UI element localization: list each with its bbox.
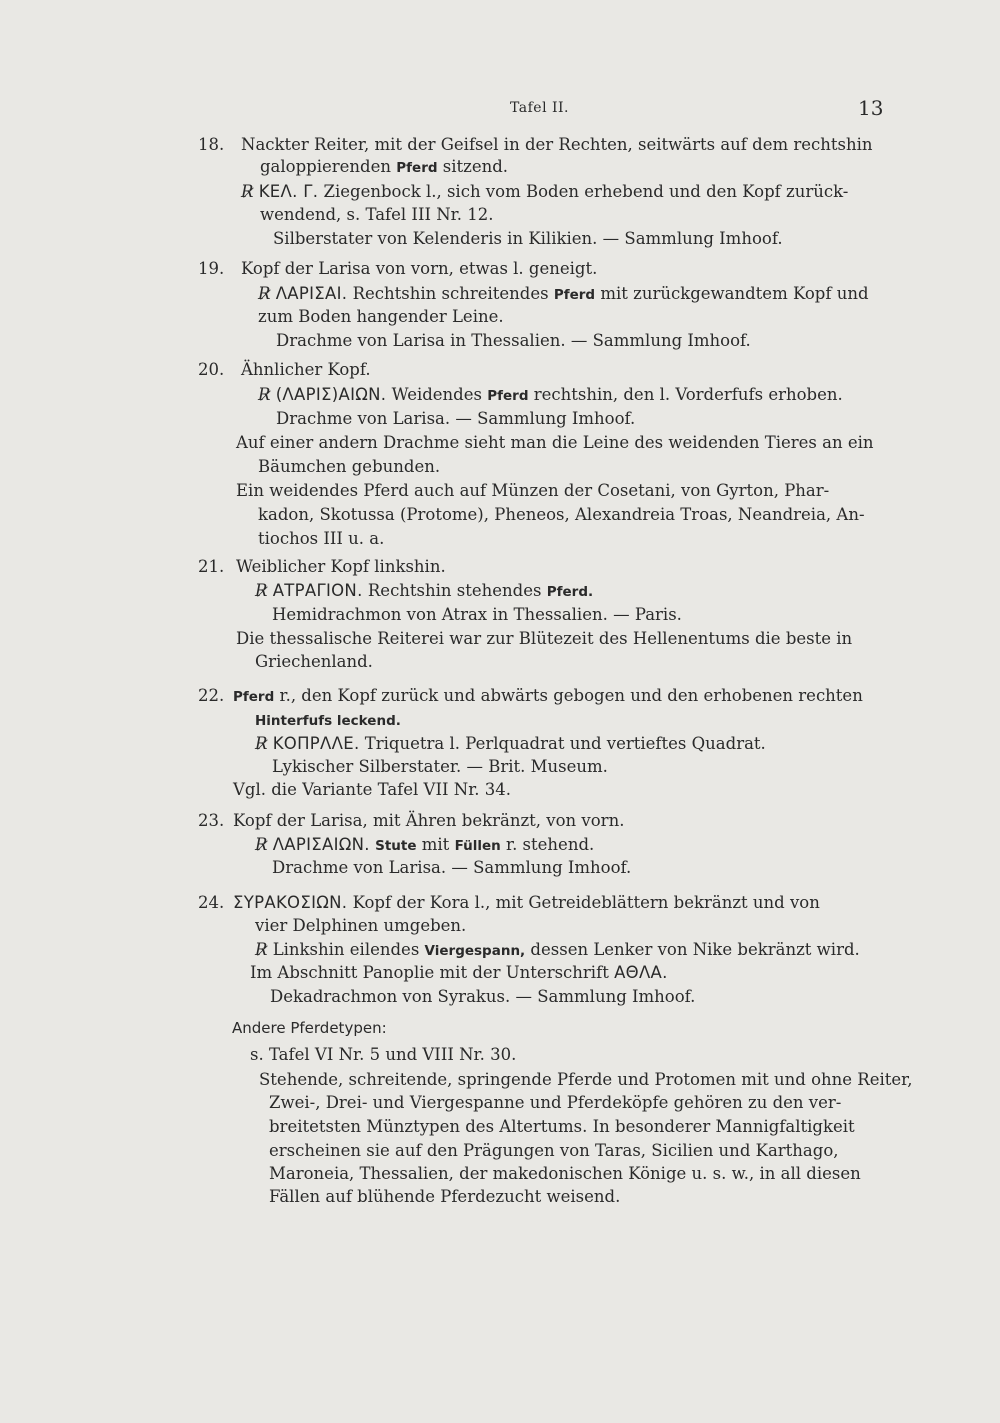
reverse-symbol: R̷ — [255, 940, 268, 959]
entry-line: kadon, Skotussa (Protome), Pheneos, Alexandreia Troas, Neandreia, An- — [258, 505, 865, 524]
entry-line: Silberstater von Kelenderis in Kilikien. — Sammlung Imhoof. — [273, 229, 783, 248]
entry-line: zum Boden hangender Leine. — [258, 307, 504, 326]
keyword: Pferd. — [546, 584, 594, 600]
entry-line: tiochos III u. a. — [258, 529, 385, 548]
entry-line: vier Delphinen umgeben. — [255, 916, 467, 935]
reverse-symbol: R̷ — [258, 385, 271, 404]
entry-line: Die thessalische Reiterei war zur Blütezeit des Hellenentums die beste in — [236, 629, 853, 648]
section-heading: Andere Pferdetypen: — [232, 1019, 387, 1037]
keyword: Stute — [375, 838, 417, 854]
entry-line: R̷ ΛΑΡΙΣΑΙ. Rechtshin schreitendes Pferd mit zurückgewandtem Kopf und — [258, 284, 869, 303]
entry-line: Dekadrachmon von Syrakus. — Sammlung Imhoof. — [270, 987, 696, 1006]
entry-line: Pferd r., den Kopf zurück und abwärts gebogen und den erhobenen rechten — [233, 686, 863, 705]
section-line: erscheinen sie auf den Prägungen von Taras, Sicilien und Karthago, — [269, 1141, 839, 1160]
entry-line: galoppierenden Pferd sitzend. — [260, 157, 509, 176]
entry-line: R̷ ΚΕΛ. Γ. Ziegenbock l., sich vom Boden erhebend und den Kopf zurück- — [241, 182, 849, 201]
entry-line: wendend, s. Tafel III Nr. 12. — [260, 205, 494, 224]
entry-line: Drachme von Larisa. — Sammlung Imhoof. — [276, 409, 636, 428]
entry-number: 21. — [198, 557, 225, 576]
entry-line: R̷ Linkshin eilendes Viergespann, dessen Lenker von Nike bekränzt wird. — [255, 940, 860, 959]
keyword: Pferd — [233, 689, 275, 705]
entry-line: Hemidrachmon von Atrax in Thessalien. — Paris. — [272, 605, 682, 624]
keyword: Pferd — [396, 160, 438, 176]
reverse-symbol: R̷ — [255, 581, 268, 600]
entry-line: R̷ ΛΑΡΙΣΑΙΩΝ. Stute mit Füllen r. stehend. — [255, 835, 595, 854]
keyword: Pferd — [553, 287, 596, 303]
entry-line — [255, 709, 401, 731]
entry-line: R̷ ΚΟΠΡΛΛΕ. Triquetra l. Perlquadrat und vertieftes Quadrat. — [255, 734, 766, 753]
entry-line: R̷ ΑΤΡΑΓΙΟΝ. Rechtshin stehendes Pferd. — [255, 581, 594, 600]
entry-line: Nackter Reiter, mit der Geifsel in der Rechten, seitwärts auf dem rechtshin — [241, 135, 873, 154]
entry-line: ΣΥΡΑΚΟΣΙΩΝ. Kopf der Kora l., mit Getreideblättern bekränzt und von — [233, 893, 820, 912]
entry-line: Kopf der Larisa von vorn, etwas l. geneigt. — [241, 259, 598, 278]
entry-line: Ähnlicher Kopf. — [241, 360, 371, 379]
entry-line: Vgl. die Variante Tafel VII Nr. 34. — [233, 780, 511, 799]
entry-number: 20. — [198, 360, 225, 379]
reverse-symbol: R̷ — [255, 835, 268, 854]
greek-legend: ΑΘΛΑ. — [614, 963, 668, 982]
entry-line: Weiblicher Kopf linkshin. — [236, 557, 446, 576]
entry-line: Im Abschnitt Panoplie mit der Unterschrift ΑΘΛΑ. — [250, 963, 668, 982]
entry-line: Kopf der Larisa, mit Ähren bekränzt, von vorn. — [233, 811, 625, 830]
keyword: Füllen — [454, 838, 501, 854]
running-title: Tafel II. — [510, 100, 570, 116]
section-line: Maroneia, Thessalien, der makedonischen Könige u. s. w., in all diesen — [269, 1164, 861, 1183]
entry-line: R̷ (ΛΑΡΙΣ)ΑΙΩΝ. Weidendes Pferd rechtshin, den l. Vorderfufs erhoben. — [258, 385, 843, 404]
entry-number: 22. — [198, 686, 225, 705]
greek-legend: ΚΕΛ. Γ. — [258, 182, 319, 201]
entry-line: Ein weidendes Pferd auch auf Münzen der Cosetani, von Gyrton, Phar- — [236, 481, 830, 500]
greek-legend: ΑΤΡΑΓΙΟΝ. — [272, 581, 363, 600]
greek-legend: ΣΥΡΑΚΟΣΙΩΝ. — [233, 893, 348, 912]
reverse-symbol: R̷ — [241, 182, 254, 201]
section-line: Fällen auf blühende Pferdezucht weisend. — [269, 1187, 621, 1206]
entry-line: Griechenland. — [255, 652, 373, 671]
section-line: Stehende, schreitende, springende Pferde und Protomen mit und ohne Reiter, — [259, 1070, 913, 1089]
entry-number: 24. — [198, 893, 225, 912]
entry-line: Drachme von Larisa in Thessalien. — Sammlung Imhoof. — [276, 331, 751, 350]
entry-number: 18. — [198, 135, 225, 154]
entry-line: Auf einer andern Drachme sieht man die Leine des weidenden Tieres an ein — [236, 433, 874, 452]
page-number: 13 — [858, 96, 884, 120]
entry-line: Lykischer Silberstater. — Brit. Museum. — [272, 757, 608, 776]
greek-legend: ΛΑΡΙΣΑΙ. — [275, 284, 348, 303]
greek-legend: ΛΑΡΙΣΑΙΩΝ. — [272, 835, 370, 854]
entry-line: Drachme von Larisa. — Sammlung Imhoof. — [272, 858, 632, 877]
section-line: breitetsten Münztypen des Altertums. In besonderer Mannigfaltigkeit — [269, 1117, 855, 1136]
reverse-symbol: R̷ — [258, 284, 271, 303]
page-header — [0, 94, 1000, 124]
section-line: s. Tafel VI Nr. 5 und VIII Nr. 30. — [250, 1045, 517, 1064]
keyword: Hinterfufs leckend. — [255, 713, 401, 729]
entry-line: Bäumchen gebunden. — [258, 457, 441, 476]
greek-legend: (ΛΑΡΙΣ)ΑΙΩΝ. — [275, 385, 387, 404]
entry-number: 23. — [198, 811, 225, 830]
keyword: Viergespann, — [424, 943, 526, 959]
entry-number: 19. — [198, 259, 225, 278]
greek-legend: ΚΟΠΡΛΛΕ. — [272, 734, 360, 753]
section-line: Zwei-, Drei- und Viergespanne und Pferdeköpfe gehören zu den ver- — [269, 1093, 842, 1112]
reverse-symbol: R̷ — [255, 734, 268, 753]
keyword: Pferd — [487, 388, 529, 404]
